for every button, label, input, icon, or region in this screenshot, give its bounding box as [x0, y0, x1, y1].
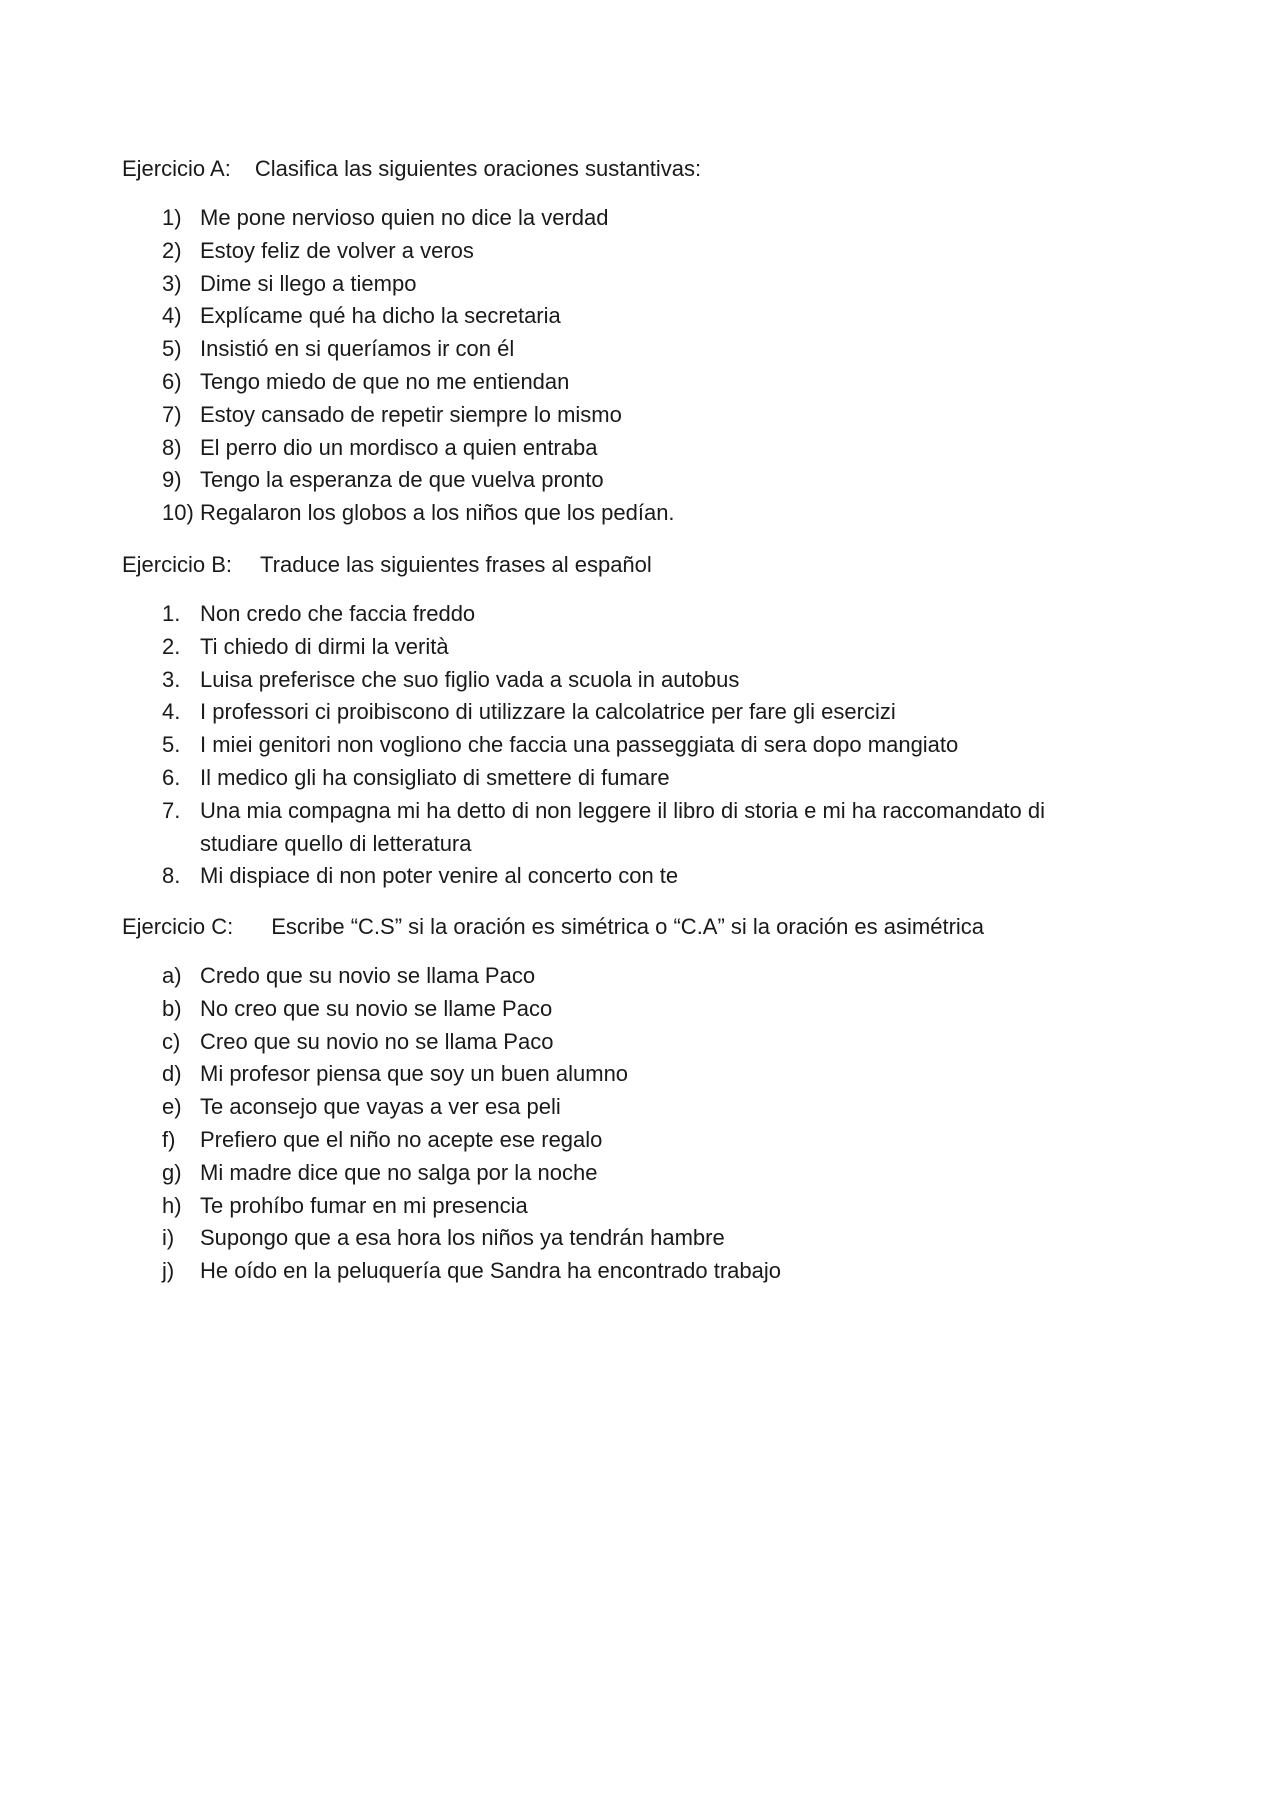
item-text: Il medico gli ha consigliato di smettere di fumare: [200, 764, 670, 790]
list-item: [122, 1026, 1122, 1059]
exercise-b: [122, 548, 1122, 893]
item-marker: 2.: [162, 633, 181, 659]
item-marker: j): [162, 1258, 175, 1284]
list-item: [122, 497, 1122, 530]
item-text: Estoy feliz de volver a veros: [200, 237, 474, 263]
item-text: Luisa preferisce che suo figlio vada a scuola in autobus: [200, 666, 740, 692]
exercise-c-label: Ejercicio C:: [122, 914, 234, 939]
item-text: Mi dispiace di non poter venire al concerto con te: [200, 863, 679, 889]
item-marker: 10): [162, 500, 194, 526]
exercise-a: [122, 152, 1122, 530]
item-marker: 6): [162, 368, 182, 394]
list-item: [122, 664, 1122, 697]
item-text: Supongo que a esa hora los niños ya tendrán hambre: [200, 1225, 725, 1251]
list-item: [122, 333, 1122, 366]
item-text: Credo que su novio se llama Paco: [200, 963, 536, 988]
exercise-a-instruction: Clasifica las siguientes oraciones sustantivas:: [254, 156, 702, 181]
exercise-c-instruction: Escribe “C.S” si la oración es simétrica o “C.A” si la oración es asimétrica: [271, 914, 985, 939]
item-text: Te aconsejo que vayas a ver esa peli: [200, 1094, 561, 1120]
list-item: [122, 960, 1122, 993]
item-marker: g): [162, 1159, 182, 1185]
item-marker: a): [162, 963, 182, 988]
item-text: Mi profesor piensa que soy un buen alumno: [200, 1061, 629, 1087]
list-item: [122, 1124, 1122, 1157]
exercise-c: [122, 910, 1122, 1288]
item-marker: 8): [162, 434, 182, 460]
item-text: El perro dio un mordisco a quien entraba: [200, 434, 598, 460]
item-text: Non credo che faccia freddo: [200, 601, 476, 626]
item-text: No creo que su novio se llame Paco: [200, 995, 553, 1021]
item-marker: 7.: [162, 797, 181, 823]
list-item: [122, 432, 1122, 465]
item-marker: h): [162, 1192, 182, 1218]
exercise-b-label: Ejercicio B:: [122, 552, 233, 577]
list-item: [122, 268, 1122, 301]
item-text: Dime si llego a tiempo: [200, 270, 417, 296]
item-text: I professori ci proibiscono di utilizzare la calcolatrice per fare gli esercizi: [200, 699, 896, 725]
list-item: [122, 1190, 1122, 1223]
list-item: [122, 993, 1122, 1026]
exercise-b-instruction: Traduce las siguientes frases al español: [260, 552, 652, 577]
item-marker: e): [162, 1094, 182, 1120]
item-marker: 5.: [162, 732, 181, 758]
list-item: [122, 300, 1122, 333]
exercise-b-heading: [122, 548, 1122, 581]
item-marker: 1.: [162, 601, 181, 626]
list-item: [122, 696, 1122, 729]
exercise-a-list: [122, 202, 1122, 530]
item-text: Prefiero que el niño no acepte ese regalo: [200, 1126, 603, 1152]
item-marker: 3): [162, 270, 182, 296]
item-text: Insistió en si queríamos ir con él: [200, 336, 515, 362]
item-marker: 8.: [162, 863, 181, 889]
item-marker: i): [162, 1225, 175, 1251]
exercise-c-heading: [122, 910, 1122, 943]
item-text: I miei genitori non vogliono che faccia una passeggiata di sera dopo mangiato: [200, 732, 959, 758]
item-marker: 4.: [162, 699, 181, 725]
list-item: [122, 235, 1122, 268]
item-text: Tengo miedo de que no me entiendan: [200, 368, 570, 394]
item-marker: d): [162, 1061, 182, 1087]
exercise-b-list: [122, 598, 1122, 893]
item-text: Me pone nervioso quien no dice la verdad: [200, 205, 609, 230]
list-item: [122, 860, 1122, 893]
exercise-c-list: [122, 960, 1122, 1288]
list-item: [122, 631, 1122, 664]
item-text: Regalaron los globos a los niños que los pedían.: [200, 500, 675, 526]
list-item: [122, 598, 1122, 631]
list-item: [122, 1091, 1122, 1124]
list-item: [122, 202, 1122, 235]
item-marker: 4): [162, 303, 182, 329]
exercise-a-heading: [122, 152, 1122, 185]
item-text: Ti chiedo di dirmi la verità: [200, 633, 449, 659]
list-item: [122, 729, 1122, 762]
item-text: Explícame qué ha dicho la secretaria: [200, 303, 561, 329]
list-item: [122, 795, 1122, 861]
list-item: [122, 1157, 1122, 1190]
exercise-a-label: Ejercicio A:: [122, 156, 231, 181]
list-item: [122, 366, 1122, 399]
item-marker: 1): [162, 205, 182, 230]
list-item: [122, 762, 1122, 795]
list-item: [122, 399, 1122, 432]
item-marker: f): [162, 1126, 176, 1152]
item-marker: 6.: [162, 764, 181, 790]
item-marker: c): [162, 1028, 181, 1054]
item-marker: 5): [162, 336, 182, 362]
list-item: [122, 464, 1122, 497]
list-item: [122, 1058, 1122, 1091]
item-text: Te prohíbo fumar en mi presencia: [200, 1192, 528, 1218]
item-marker: b): [162, 995, 182, 1021]
item-marker: 2): [162, 237, 182, 263]
item-text: Tengo la esperanza de que vuelva pronto: [200, 467, 604, 493]
item-text: Estoy cansado de repetir siempre lo mismo: [200, 401, 622, 427]
item-marker: 7): [162, 401, 182, 427]
item-text: Una mia compagna mi ha detto di non leggere il libro di storia e mi ha raccomandato di studiare quello di letteratura: [200, 797, 1046, 856]
item-text: Creo que su novio no se llama Paco: [200, 1028, 554, 1054]
list-item: [122, 1255, 1122, 1288]
item-text: He oído en la peluquería que Sandra ha encontrado trabajo: [200, 1258, 781, 1284]
item-marker: 9): [162, 467, 182, 493]
list-item: [122, 1222, 1122, 1255]
item-text: Mi madre dice que no salga por la noche: [200, 1159, 598, 1185]
item-marker: 3.: [162, 666, 181, 692]
